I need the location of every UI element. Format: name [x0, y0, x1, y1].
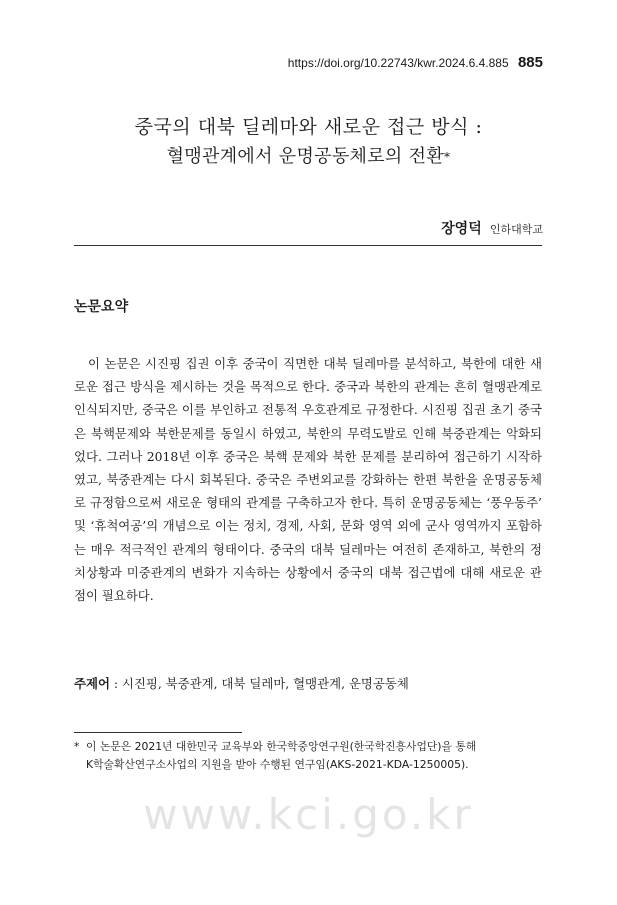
author-name: 장영덕: [441, 221, 482, 237]
subtitle-text: 혈맹관계에서 운명공동체로의 전환: [166, 146, 445, 167]
author-affiliation: 인하대학교: [489, 223, 543, 236]
paper-subtitle: [0, 142, 617, 168]
watermark: www.kci.go.kr: [143, 790, 474, 839]
keywords-list: 시진핑, 북중관계, 대북 딜레마, 혈맹관계, 운명공동체: [121, 676, 409, 691]
title-footnote-marker: *: [444, 150, 451, 164]
abstract-heading: 논문요약: [74, 299, 129, 315]
footnote-line-2: K학술확산연구소사업의 지원을 받아 수행된 연구임(AKS-2021-KDA-1250005).: [86, 758, 469, 771]
header-divider: [74, 245, 542, 246]
keywords-label: 주제어: [74, 676, 110, 691]
footnote-line-1: [74, 738, 542, 756]
footnote-divider: [74, 732, 242, 733]
page-number: 885: [517, 54, 543, 71]
doi-link[interactable]: https://doi.org/10.22743/kwr.2024.6.4.885: [287, 56, 509, 70]
keywords-line: [74, 674, 409, 692]
footnote: [74, 738, 542, 774]
author-block: [441, 218, 543, 238]
running-header: [288, 54, 543, 71]
keywords-separator: :: [109, 676, 122, 691]
footnote-marker: *: [74, 740, 80, 753]
paper-title: 중국의 대북 딜레마와 새로운 접근 방식 :: [134, 116, 483, 138]
footnote-text-1: 이 논문은 2021년 대한민국 교육부와 한국학중앙연구원(한국학진흥사업단)을 통해: [86, 740, 477, 753]
abstract-body: 이 논문은 시진핑 집권 이후 중국이 직면한 대북 딜레마를 분석하고, 북한에 대한 새로운 접근 방식을 제시하는 것을 목적으로 한다. 중국과 북한의 관계는 흔히 혈맹관계로 인식되지만, 중국은 이를 부인하고 전통적 우호관계로 규정한다. 시진핑 집권 초기 중국은 북핵문제와 북한문제를 동일시 하였고, 북한의 무력도발로 인해 북중관계는 악화되었다. 그러나 2018년 이후 중국은 북핵 문제와 북한 문제를 분리하여 접근하기 시작하였고, 북중관계는 다시 회복된다. 중국은 주변외교를 강화하는 한편 북한을 운명공동체로 규정함으로써 새로운 형태의 관계를 구축하고자 한다. 특히 운명공동체는 ‘풍우동주’ 및 ‘휴척여공’의 개념으로 이는 정치, 경제, 사회, 문화 영역 외에 군사 영역까지 포함하는 매우 적극적인 관계의 형태이다. 중국의 대북 딜레마는 여전히 존재하고, 북한의 정치상황과 미중관계의 변화가 지속하는 상황에서 중국의 대북 접근법에 대해 새로운 관점이 필요하다.: [74, 356, 542, 604]
